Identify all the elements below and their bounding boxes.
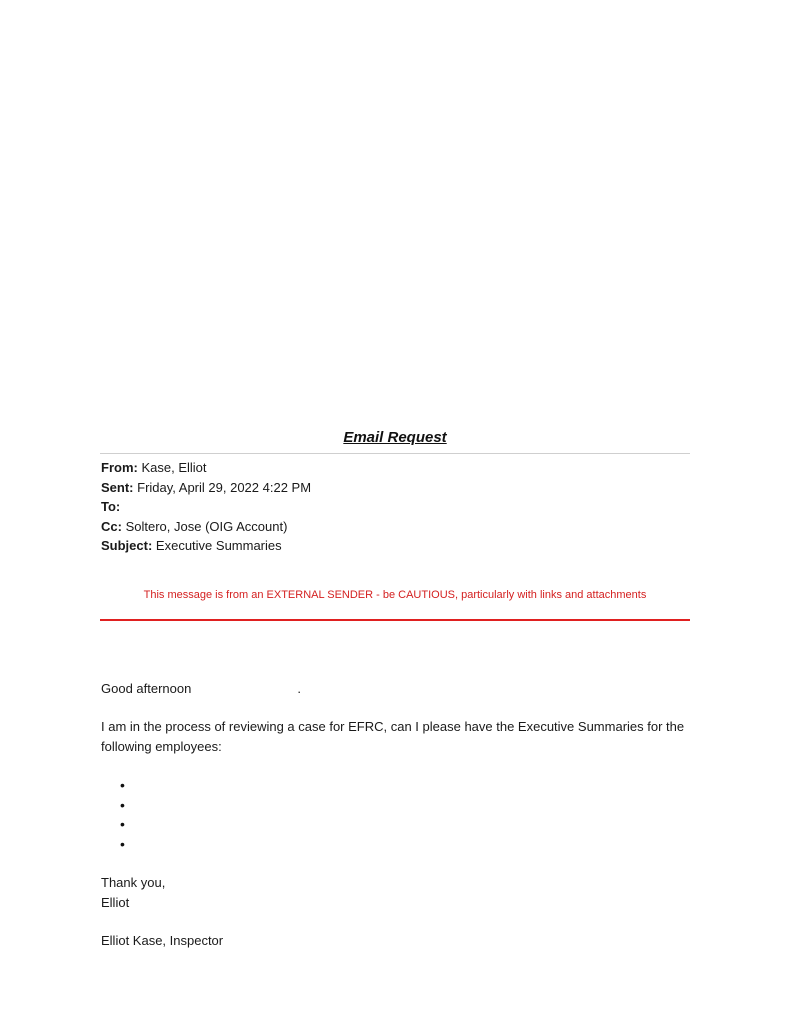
subject-row	[101, 536, 691, 556]
sent-row	[101, 478, 691, 498]
employee-list	[120, 776, 134, 854]
list-item	[120, 796, 134, 816]
subject-value: Executive Summaries	[155, 538, 282, 553]
closing-name: Elliot	[101, 894, 130, 910]
from-row	[101, 458, 691, 478]
signature: Elliot Kase, Inspector	[101, 933, 224, 948]
cc-value: Soltero, Jose (OIG Account)	[125, 518, 288, 534]
title-divider	[100, 453, 690, 454]
subject-label: Subject:	[101, 538, 153, 553]
greeting-punctuation: .	[297, 681, 301, 696]
to-row	[101, 497, 691, 517]
email-headers	[101, 458, 691, 556]
cc-label: Cc:	[101, 518, 122, 534]
from-label: From:	[101, 460, 138, 475]
list-item	[120, 835, 134, 855]
list-item	[120, 815, 134, 835]
from-value: Kase, Elliot	[141, 460, 207, 475]
document-title: Email Request	[343, 429, 447, 446]
cc-row	[101, 517, 691, 537]
sent-value: Friday, April 29, 2022 4:22 PM	[137, 479, 312, 495]
greeting-text: Good afternoon	[101, 681, 192, 696]
closing	[101, 873, 691, 912]
list-item	[120, 776, 134, 796]
to-label: To:	[101, 499, 121, 514]
external-sender-warning: This message is from an EXTERNAL SENDER - be CAUTIOUS, particularly with links and attachments	[143, 589, 647, 601]
request-paragraph: I am in the process of reviewing a case for EFRC, can I please have the Executive Summaries for the following employees:	[101, 719, 685, 754]
closing-thanks: Thank you,	[101, 875, 166, 890]
sent-label: Sent:	[101, 479, 134, 495]
greeting	[101, 679, 691, 699]
warning-divider	[100, 619, 690, 621]
